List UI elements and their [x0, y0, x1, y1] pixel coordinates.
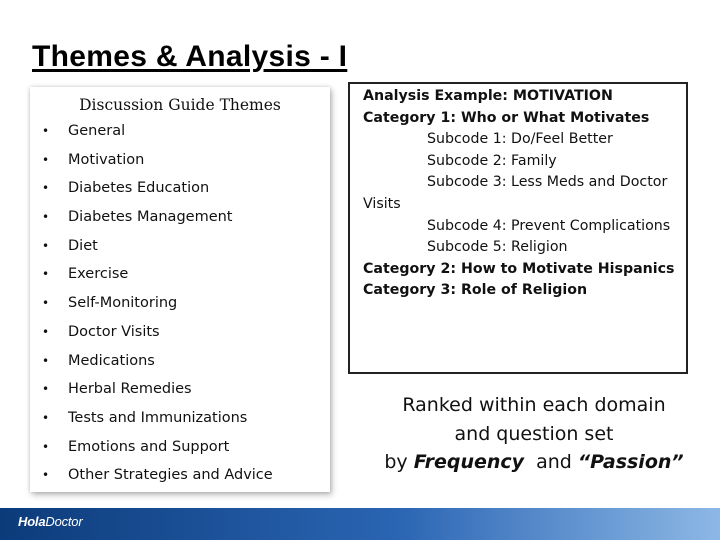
- footer-bar: [0, 508, 720, 540]
- bullet-icon: •: [42, 353, 50, 368]
- theme-label: Diabetes Education: [68, 180, 210, 197]
- category-3: Category 3: Role of Religion: [363, 282, 588, 299]
- bullet-icon: •: [42, 152, 50, 167]
- theme-list-item: [30, 204, 330, 233]
- subcode-3: Subcode 3: Less Meds and Doctor: [427, 174, 668, 191]
- ranking-passion: “Passion”: [577, 451, 684, 473]
- bullet-icon: •: [42, 468, 50, 483]
- ranking-frequency: Frequency: [413, 451, 525, 473]
- slide-title: Themes & Analysis - I: [32, 40, 348, 73]
- category-1: Category 1: Who or What Motivates: [363, 109, 650, 126]
- subcode-2: Subcode 2: Family: [427, 152, 557, 169]
- theme-list-item: [30, 233, 330, 262]
- theme-label: Medications: [68, 352, 155, 369]
- bullet-icon: •: [42, 210, 50, 225]
- theme-label: Doctor Visits: [68, 323, 160, 340]
- theme-list-item: [30, 261, 330, 290]
- theme-list: [30, 118, 330, 491]
- ranking-line-1: Ranked within each domain: [402, 394, 666, 416]
- bullet-icon: •: [42, 238, 50, 253]
- theme-label: Tests and Immunizations: [68, 409, 248, 426]
- bullet-icon: •: [42, 124, 50, 138]
- theme-label: Herbal Remedies: [68, 381, 192, 398]
- theme-list-item: [30, 462, 330, 491]
- subcode-1: Subcode 1: Do/Feel Better: [427, 131, 613, 148]
- bullet-icon: •: [42, 181, 50, 196]
- theme-label: Exercise: [68, 266, 129, 283]
- theme-label: Self-Monitoring: [68, 295, 178, 312]
- theme-list-item: [30, 290, 330, 319]
- theme-list-item: [30, 405, 330, 434]
- subcode-4: Subcode 4: Prevent Complications: [427, 217, 671, 234]
- ranking-line-3: [378, 448, 690, 477]
- ranking-by: by: [384, 451, 414, 473]
- ranking-and: and: [524, 451, 578, 473]
- ranking-note: [378, 391, 690, 477]
- bullet-icon: •: [42, 296, 50, 311]
- bullet-icon: •: [42, 267, 50, 282]
- bullet-icon: •: [42, 410, 50, 425]
- discussion-guide-heading: Discussion Guide Themes: [79, 96, 281, 114]
- hola-doctor-logo: [18, 514, 82, 532]
- theme-label: Emotions and Support: [68, 438, 230, 455]
- logo-word-hola: Hola: [18, 514, 46, 529]
- bullet-icon: •: [42, 324, 50, 339]
- subcode-3-continued: Visits: [363, 195, 401, 212]
- theme-list-item: [30, 147, 330, 176]
- theme-label: Other Strategies and Advice: [68, 467, 273, 484]
- bullet-icon: •: [42, 382, 50, 397]
- analysis-example-title: Analysis Example: MOTIVATION: [363, 88, 613, 104]
- logo-word-doctor: Doctor: [45, 514, 83, 529]
- analysis-example-text: [363, 86, 693, 302]
- bullet-icon: •: [42, 439, 50, 454]
- theme-label: Diabetes Management: [68, 209, 233, 226]
- theme-list-item: [30, 348, 330, 377]
- theme-label: Motivation: [68, 151, 145, 168]
- subcode-5: Subcode 5: Religion: [427, 239, 568, 256]
- theme-list-item: [30, 118, 330, 147]
- category-2: Category 2: How to Motivate Hispanics: [363, 260, 675, 277]
- ranking-line-2: and question set: [454, 422, 614, 445]
- theme-list-item: [30, 319, 330, 348]
- theme-label: Diet: [68, 237, 98, 254]
- theme-list-item: [30, 175, 330, 204]
- theme-list-item: [30, 376, 330, 405]
- theme-label: General: [68, 123, 126, 139]
- theme-list-item: [30, 434, 330, 463]
